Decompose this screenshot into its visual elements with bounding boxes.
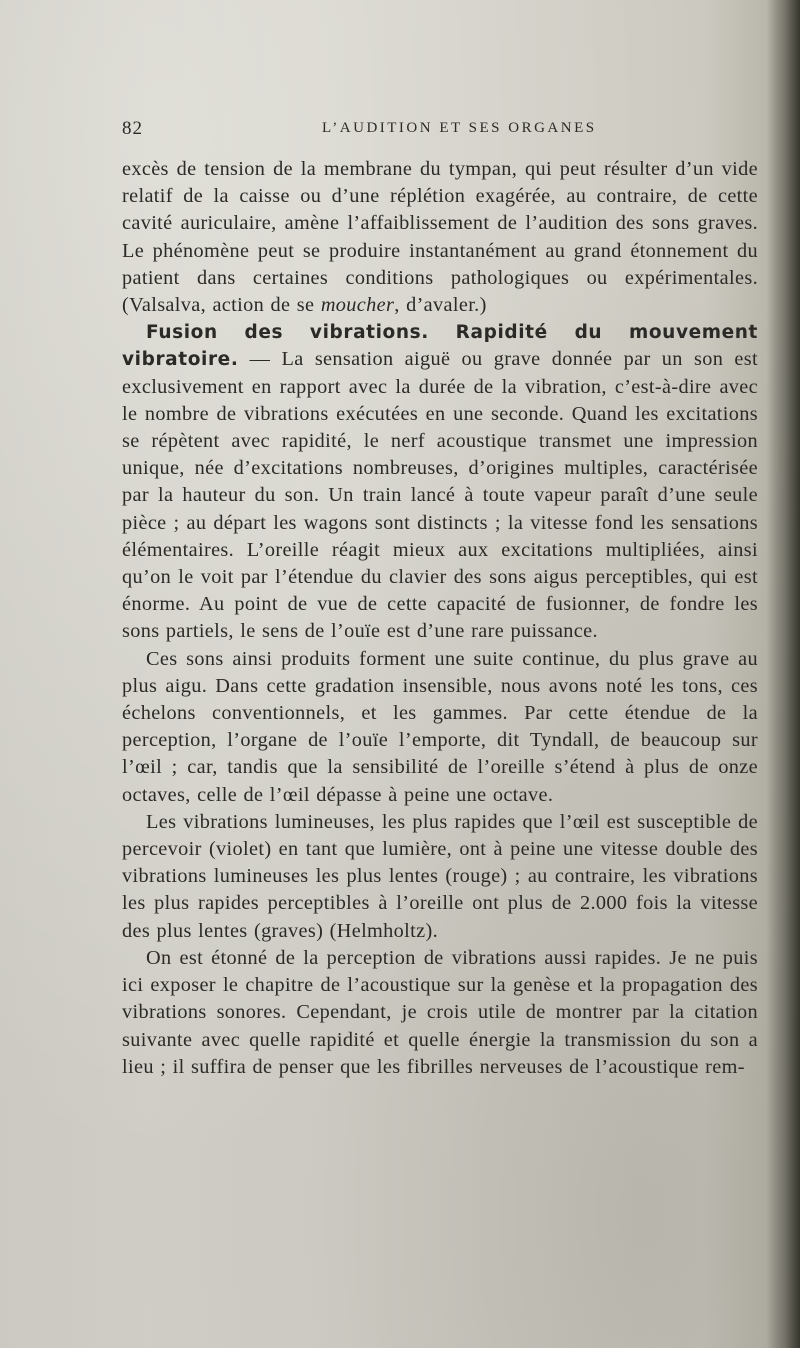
section-heading: Fusion des vibrations. Rapidité du mouvement vibratoire. xyxy=(122,322,758,371)
paragraph-1-text: excès de tension de la membrane du tympan, qui peut résulter d’un vide relatif de la caisse ou d’une réplétion exagérée, au contraire, de cette cavité auriculaire, amène l’affaiblissement de l’audition des sons graves. Le phénomène peut se produire instantanément au grand étonnement du patient dans certaines conditions pathologiques ou expérimentales. (Valsalva, action de se xyxy=(122,158,758,317)
paragraph-3: Ces sons ainsi produits forment une suite continue, du plus grave au plus aigu. Dans cette gradation insensible, nous avons noté les tons, ces échelons conventionnels, et les gammes. Par cette étendue de la perception, l’organe de l’ouïe l’emporte, dit Tyndall, de beaucoup sur l’œil ; car, tandis que la sensibilité de l’oreille s’étend à plus de onze octaves, celle de l’œil dépasse à peine une octave. xyxy=(122,647,758,806)
page-edge-shadow xyxy=(766,0,800,1348)
page-number: 82 xyxy=(122,118,143,139)
body-text xyxy=(122,156,758,1081)
paragraph-1-text-end: , d’avaler.) xyxy=(394,294,487,317)
paragraph-4: Les vibrations lumineuses, les plus rapides que l’œil est susceptible de percevoir (violet) en tant que lumière, ont à peine une vitesse double des vibrations lumineuses les plus lentes (rouge) ; au contraire, les vibrations les plus rapides perceptibles à l’oreille ont plus de 2.000 fois la vitesse des plus lentes (graves) (Helmholtz). xyxy=(122,810,758,942)
paragraph-1-italic: moucher xyxy=(320,294,395,317)
paragraph-2-text: — La sensation aiguë ou grave donnée par un son est exclusivement en rapport avec la durée de la vibration, c’est-à-dire avec le nombre de vibrations exécutées en une seconde. Quand les excitations se répètent avec rapidité, le nerf acoustique transmet une impression unique, née d’excitations nombreuses, d’origines multiples, caractérisée par la hauteur du son. Un train lancé à toute vapeur paraît d’une seule pièce ; au départ les wagons sont distincts ; la vitesse fond les sensations élémentaires. L’oreille réagit mieux aux excitations multipliées, ainsi qu’on le voit par l’étendue du clavier des sons aigus perceptibles, qui est énorme. Au point de vue de cette capacité de fusionner, de fondre les sons partiels, le sens de l’ouïe est d’une rare puissance. xyxy=(122,348,758,643)
running-head: L’AUDITION ET SES ORGANES xyxy=(322,120,597,136)
paragraph-2 xyxy=(122,319,758,645)
paragraph-1 xyxy=(122,156,758,319)
paragraph-5: On est étonné de la perception de vibrations aussi rapides. Je ne puis ici exposer le chapitre de l’acoustique sur la genèse et la propagation des vibrations sonores. Cependant, je crois utile de montrer par la citation suivante avec quelle rapidité et quelle énergie la transmission du son a lieu ; il suffira de penser que les fibrilles nerveuses de l’acoustique rem- xyxy=(122,946,758,1078)
page-header xyxy=(122,118,772,140)
